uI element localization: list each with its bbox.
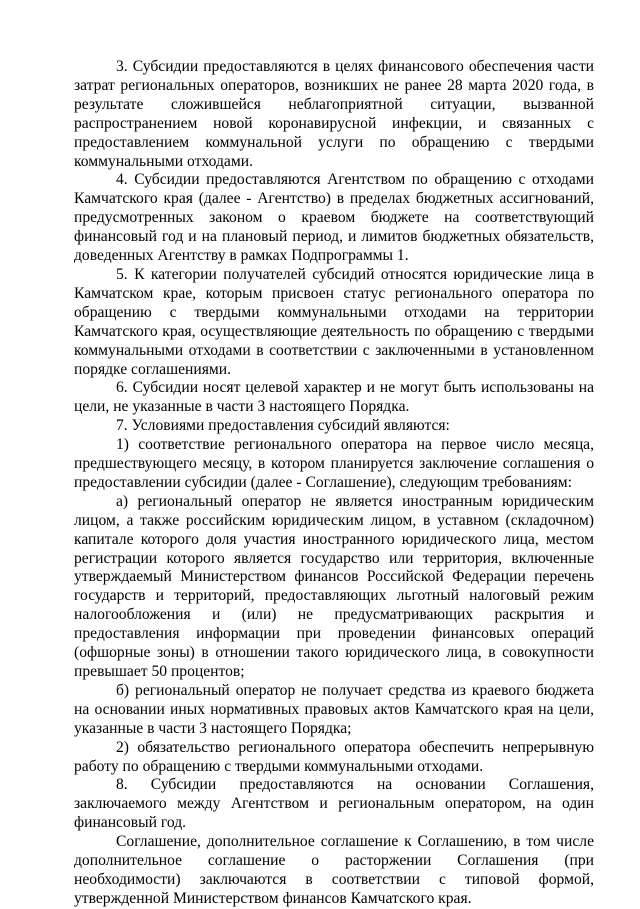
- document-page: [74, 58, 594, 909]
- paragraph-item-8-agreement: Соглашение, дополнительное соглашение к Соглашению, в том числе дополнительное соглашение о расторжении Соглашения (при необходимости) заключаются в соответствии с типовой формой, утвержденной Министерством финансов Камчатского края.: [74, 833, 594, 907]
- paragraph-item-7-2: 2) обязательство регионального оператора обеспечить непрерывную работу по обращению с твердыми коммунальными отходами.: [74, 738, 594, 775]
- paragraph-item-7-1-b: б) региональный оператор не получает средства из краевого бюджета на основании иных нормативных правовых актов Камчатского края на цели, указанные в части 3 настоящего Порядка;: [74, 681, 594, 737]
- paragraph-item-5: 5. К категории получателей субсидий относятся юридические лица в Камчатском крае, которым присвоен статус регионального оператора по обращению с твердыми коммунальными отходами на территории Камчатского края, осуществляющие деятельность по обращению с твердыми коммунальными отходами в соответствии с заключенными в установленном порядке соглашениями.: [74, 265, 594, 378]
- paragraph-item-3: 3. Субсидии предоставляются в целях финансового обеспечения части затрат региональных операторов, возникших не ранее 28 марта 2020 года, в результате сложившейся неблагоприятной ситуации, вызванной распространением новой коронавирусной инфекции, и связанных с предоставлением коммунальной услуги по обращению с твердыми коммунальными отходами.: [74, 58, 594, 170]
- paragraph-item-7-1-a: а) региональный оператор не является иностранным юридическим лицом, а также российским юридическим лицом, в уставном (складочном) капитале которого доля участия иностранного юридического лица, местом регистрации которого является государство или территория, включенные утверждаемый Министерством финансов Российской Федерации перечень государств и территорий, предоставляющих льготный налоговый режим налогообложения и (или) не предусматривающих раскрытия и предоставления информации при проведении финансовых операций (офшорные зоны) в отношении такого юридического лица, в совокупности превышает 50 процентов;: [74, 492, 594, 680]
- paragraph-item-8: 8. Субсидии предоставляются на основании Соглашения, заключаемого между Агентством и региональным оператором, на один финансовый год.: [74, 776, 594, 832]
- paragraph-item-4: 4. Субсидии предоставляются Агентством по обращению с отходами Камчатского края (далее - Агентство) в пределах бюджетных ассигнований, предусмотренных законом о краевом бюджете на соответствующий финансовый год и на плановый период, и лимитов бюджетных обязательств, доведенных Агентству в рамках Подпрограммы 1.: [74, 171, 594, 265]
- paragraph-item-7: 7. Условиями предоставления субсидий являются:: [116, 417, 450, 435]
- paragraph-item-6: 6. Субсидии носят целевой характер и не могут быть использованы на цели, не указанные в части 3 настоящего Порядка.: [74, 379, 594, 416]
- paragraph-item-7-1: 1) соответствие регионального оператора на первое число месяца, предшествующего месяцу, в котором планируется заключение соглашения о предоставлении субсидии (далее - Соглашение), следующим требованиям:: [74, 436, 594, 491]
